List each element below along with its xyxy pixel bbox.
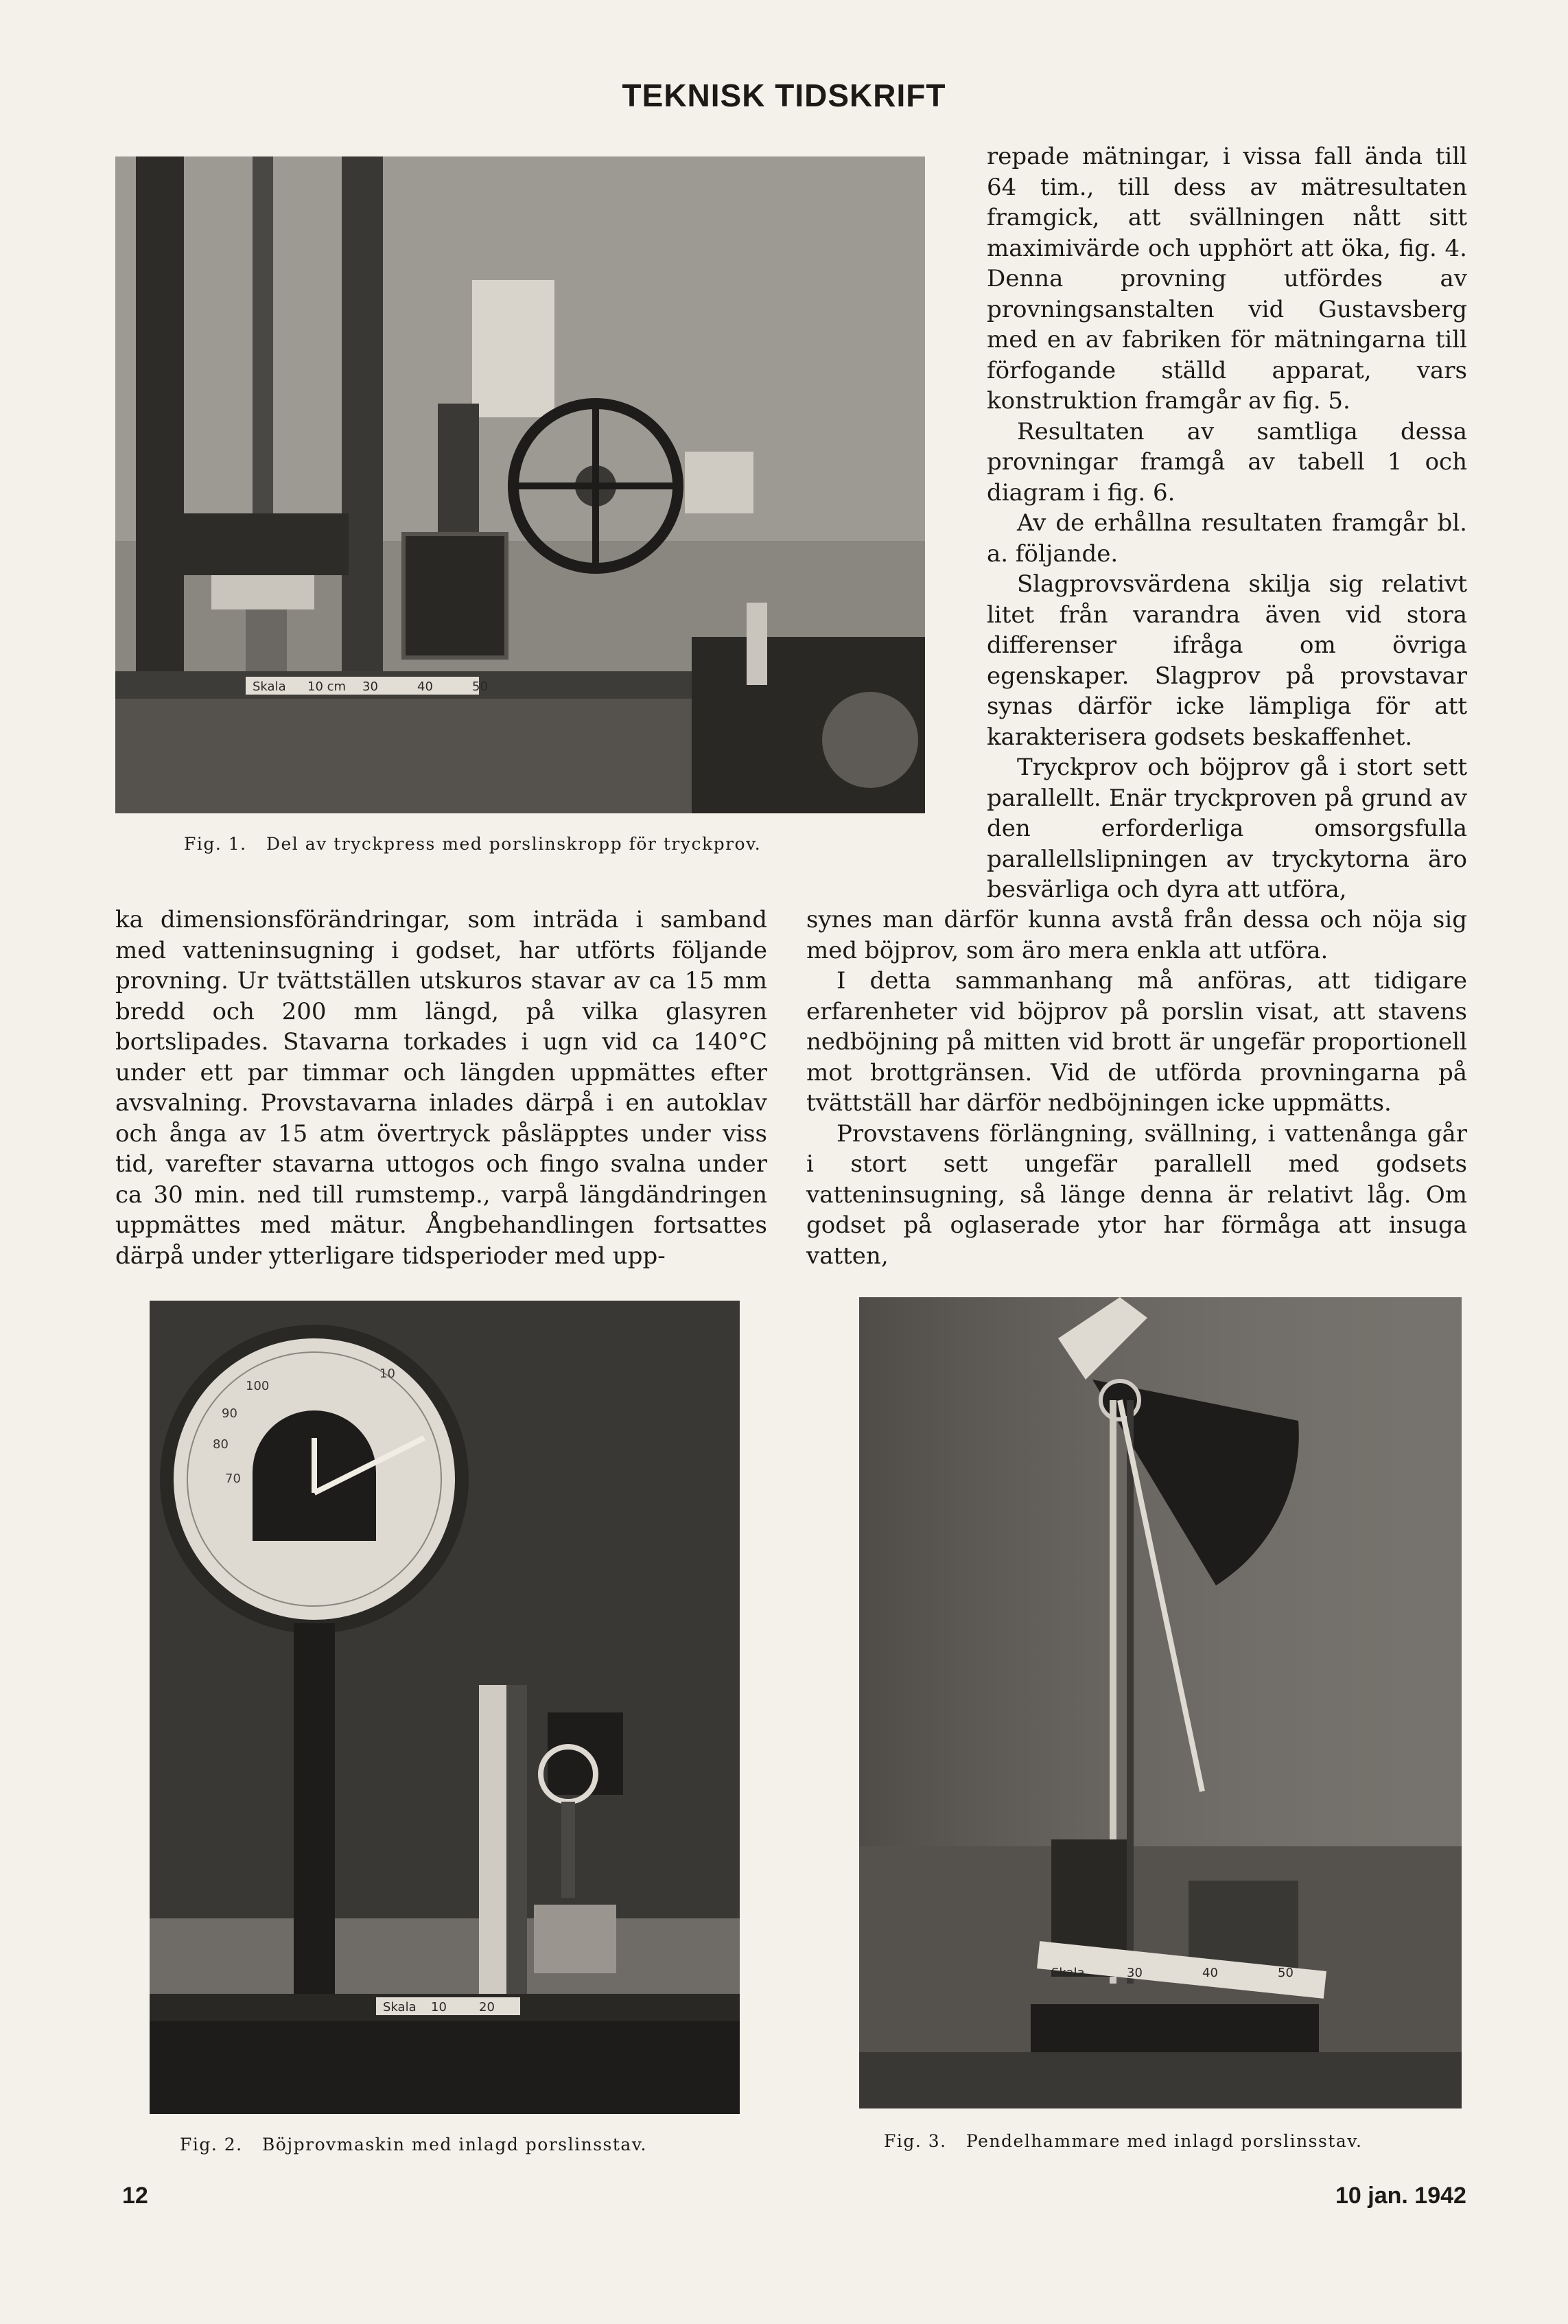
paragraph: repade mätningar, i vissa fall ända till 64 tim., till dess av mätresultaten framgick, att svällningen nått sitt maximivärde och upphört att öka, fig. 4. Denna provning utfördes av provningsanstalten vid Gustavsberg med en av fabriken för mätningarna till förfogande ställd apparat, vars konstruktion framgår av fig. 5.: [987, 143, 1467, 415]
scale-label: 10: [431, 2000, 447, 2014]
scale-label: Skala: [383, 2000, 417, 2014]
scale-label: 30: [362, 679, 378, 694]
dial-label: 90: [222, 1406, 237, 1421]
paragraph: Tryckprov och böjprov gå i stort sett parallellt. Enär tryckproven på grund av den erforderliga omsorgsfulla parallellslipningen av tryckytorna äro besvärliga och dyra att utföra,: [987, 754, 1467, 903]
figure-number: Fig. 3.: [884, 2131, 947, 2151]
scale-label: 20: [479, 2000, 495, 2014]
figure-caption-text: Böjprovmaskin med inlagd porslinsstav.: [261, 2135, 647, 2154]
scale-label: 10 cm: [307, 679, 347, 694]
paragraph: Av de erhållna resultaten framgår bl. a. följande.: [987, 509, 1467, 568]
scale-label: Skala: [1051, 1966, 1085, 1980]
figure-2-caption: [180, 2135, 647, 2154]
scale-label: 50: [1278, 1966, 1294, 1980]
paragraph: ka dimensionsförändringar, som inträda i samband med vatteninsugning i godset, har utförts följande provning. Ur tvättställen utskuros stavar av ca 15 mm bredd och 200 mm längd, på vilka glasyren bortslipades. Stavarna torkades i ugn vid ca 140°C under ett par timmar och längden uppmättes efter avsvalning. Provstavarna inlades därpå i en autoklav och ånga av 15 atm övertryck påsläpptes under viss tid, varefter stavarna uttogos och fingo svalna under ca 30 min. ned till rumstemp., varpå längdändringen uppmättes med mätur. Ångbehandlingen fortsattes därpå under ytterligare tidsperioder med upp-: [115, 906, 767, 1270]
paragraph: Provstavens förlängning, svällning, i vattenånga går i stort sett ungefär parallell med godsets vatteninsugning, så länge denna är relativt låg. Om godset på oglaserade ytor har förmåga att insuga vatten,: [806, 1119, 1467, 1270]
issue-date: 10 jan. 1942: [1335, 2183, 1466, 2209]
figure-1-photo: [115, 156, 925, 813]
paragraph: Resultaten av samtliga dessa provningar framgå av tabell 1 och diagram i fig. 6.: [987, 417, 1467, 507]
scale-label: 50: [472, 679, 488, 694]
figure-number: Fig. 1.: [184, 834, 247, 854]
figure-1-caption: [184, 834, 761, 854]
right-column-bottom: [806, 905, 1467, 1271]
scale-label: Skala: [253, 679, 286, 694]
dial-label: 100: [246, 1379, 270, 1393]
journal-title: TEKNISK TIDSKRIFT: [622, 78, 946, 113]
figure-3-photo: [859, 1297, 1462, 2108]
figure-number: Fig. 2.: [180, 2135, 243, 2154]
scale-label: 40: [1202, 1966, 1218, 1980]
dial-label: 70: [225, 1472, 241, 1486]
left-column: [115, 905, 767, 1271]
figure-caption-text: Del av tryckpress med porslinskropp för tryckprov.: [266, 834, 762, 854]
dial-label: 10: [379, 1367, 395, 1381]
page-number: 12: [122, 2183, 148, 2209]
dial-label: 80: [213, 1437, 229, 1452]
right-column-top: [987, 141, 1467, 905]
figure-caption-text: Pendelhammare med inlagd porslinsstav.: [966, 2131, 1363, 2151]
paragraph: Slagprovsvärdena skilja sig relativt litet från varandra även vid stora differenser ifråga om övriga egenskaper. Slagprov på provstavar synas därför icke lämpliga för att karakterisera godsets beskaffenhet.: [987, 570, 1467, 751]
paragraph: I detta sammanhang må anföras, att tidigare erfarenheter vid böjprov på porslin visat, att stavens nedböjning på mitten vid brott är ungefär proportionell mot brottgränsen. Vid de utförda provningarna på tvättställ har därför nedböjningen icke uppmätts.: [806, 967, 1467, 1117]
scale-label: 30: [1127, 1966, 1143, 1980]
figure-3-caption: [884, 2131, 1362, 2151]
scale-label: 40: [417, 679, 433, 694]
figure-2-photo: [150, 1301, 740, 2114]
paragraph: synes man därför kunna avstå från dessa och nöja sig med böjprov, som äro mera enkla att utföra.: [806, 906, 1467, 964]
